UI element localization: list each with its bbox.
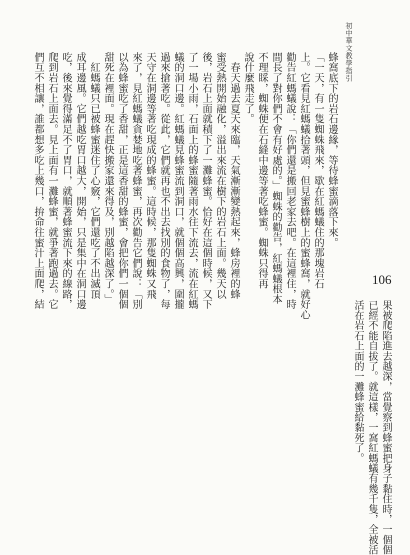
text-column: 上。它看見紅螞蟻拾著頭，但見蜜蜂樹上的蜜蜂窩，就好心 — [298, 52, 310, 320]
text-column: 紅螞蟻只已被蜂蜜迷住了心竅，它們還吃了不出滅頂 — [88, 52, 100, 300]
text-column: 蟻的洞口邊。紅螞蟻見蜂蜜流到洞口，就個個高興，圍攏 — [172, 52, 184, 310]
text-column: 活在岩石上面的一灘蜂蜜給黏死了。 — [352, 300, 363, 464]
text-column: 成耳邊風。它們越吃胃口越大，開始，只是集中在洞口邊 — [74, 52, 86, 310]
text-column: 天守在洞邊等著吃現成的蜂蜜。這時候，那隻蜘蛛又飛 — [144, 52, 156, 300]
text-column: 不理睬，蜘蛛便在石縫中邊等著吃蜂蜜。蜘蛛只得再 — [256, 52, 268, 289]
text-column: 吃，後來覺得滿足不了胃口，就順著蜂蜜流下來的線路， — [60, 52, 72, 310]
text-column: 來了，見紅螞蟻貪婪地吃著蜂蜜，再次勸告它們說：「別 — [130, 52, 142, 310]
text-column: 蜂窩底下的岩石邊緣，等待蜂蜜滴落下來。 — [326, 52, 338, 248]
text-column: 爬到岩石上面去。見上面有一灘蜂蜜，就爭著跑過去。它 — [46, 52, 58, 310]
text-column: 過來搶著吃。從此，它們就再也不出去找別的食物了，每 — [158, 52, 170, 310]
text-column: 蜜受熱開始融化，溢出來流在樹下的岩石上面。幾天以 — [214, 52, 226, 300]
text-column: 了一場小雨，石面上的蜂蜜隨著雨水往下流去，流在紅螞 — [186, 52, 198, 310]
page-number: 106 — [372, 272, 392, 287]
text-column: 甜死在裡面。現在趕快搬家還來得及，別越陷越深了。」 — [102, 52, 114, 305]
text-column: 已經不能自拔了。就這樣，一窩紅螞蟻有幾千隻，全被活 — [366, 300, 377, 555]
text-column: 果被爬陷進去越深，當覺察到蜂蜜把身子黏住時，一個個 — [380, 300, 391, 555]
text-column: 勸告紅螞蟻說：「你們還是搬回老家去吧。在這裡住，時 — [284, 52, 296, 310]
text-column: 間長了對你們不會有好處的。」蜘蛛的勸告，紅螞蟻根本 — [270, 52, 282, 305]
text-column: 們互不相讓，誰都想多吃上幾口，拚命往蜜汁上面爬，結 — [32, 52, 44, 310]
text-column: 春天過去夏天來臨，天氣漸漸變熱起來，蜂房裡的蜂 — [228, 52, 240, 300]
text-column: 「一天，有一隻蜘蛛飛來，歇在紅螞蟻住的那塊岩石 — [312, 52, 324, 289]
text-column: 後，岩石上面就積下了一灘蜂蜜。恰好在這個時候，又下 — [200, 52, 212, 310]
text-column: 說什麼飛走了。 — [242, 52, 254, 125]
page-header: 初中華文教學指引 — [345, 22, 353, 82]
text-column: 以為蜂蜜吃了香甜，正是這香甜的蜂蜜，會把你們一個個 — [116, 52, 128, 310]
